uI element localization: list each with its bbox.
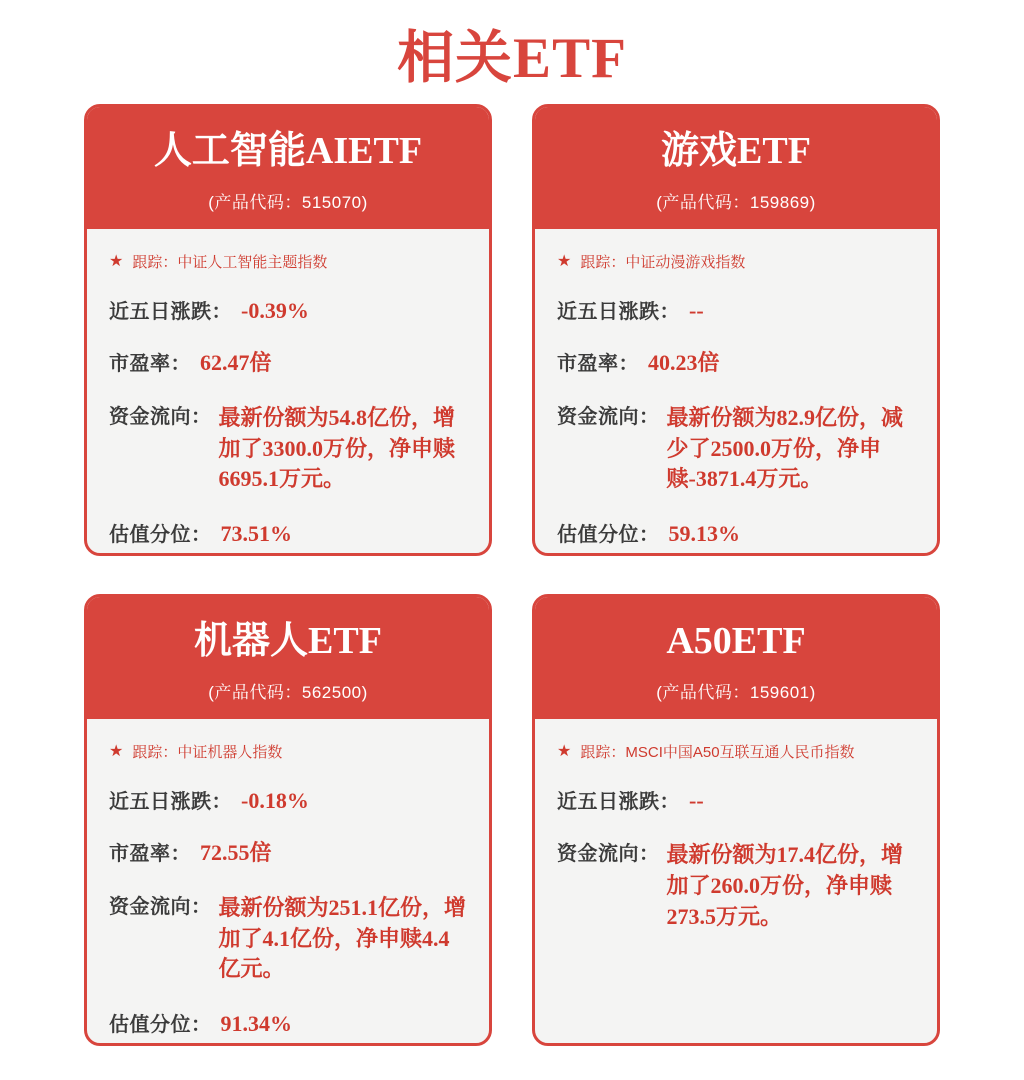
metric-label: 近五日涨跌： (109, 791, 232, 813)
metric-row-fund-flow (109, 403, 467, 495)
etf-card-grid (84, 104, 940, 1046)
star-icon: ★ (557, 252, 572, 270)
metric-row-fund-flow (557, 403, 915, 495)
metric-value: 91.34% (220, 1011, 292, 1037)
card-header (87, 597, 489, 719)
etf-card-a50 (532, 594, 940, 1046)
metric-label: 估值分位： (557, 524, 660, 547)
metric-value: -- (689, 298, 704, 323)
tracking-line (557, 741, 915, 762)
tracking-index-name: MSCI中国A50互联互通人民币指数 (625, 744, 855, 761)
metric-row-valuation (557, 521, 915, 547)
page-title: 相关ETF (397, 27, 627, 90)
metric-label: 资金流向： (557, 405, 660, 428)
metric-row-pe (109, 350, 467, 376)
metric-row-change (109, 788, 467, 814)
card-header (535, 107, 937, 229)
card-product-code: (产品代码：562500) (208, 682, 368, 702)
metric-label: 估值分位： (109, 1014, 212, 1037)
metric-row-valuation (109, 1011, 467, 1037)
card-body (87, 719, 489, 1038)
card-body (535, 719, 937, 933)
card-header (535, 597, 937, 719)
metric-label: 资金流向： (109, 405, 212, 428)
metric-label: 近五日涨跌： (557, 791, 680, 813)
tracking-label: 跟踪： (580, 254, 626, 271)
star-icon: ★ (109, 742, 124, 760)
card-body (87, 229, 489, 548)
tracking-line (109, 251, 467, 272)
metric-row-valuation (109, 521, 467, 547)
card-product-code: (产品代码：515070) (208, 192, 368, 212)
metric-row-change (557, 298, 915, 324)
metric-row-change (109, 298, 467, 324)
star-icon: ★ (109, 252, 124, 270)
metric-label: 近五日涨跌： (109, 301, 232, 323)
metric-value: 最新份额为17.4亿份，增加了260.0万份，净申赎273.5万元。 (666, 842, 904, 929)
tracking-label: 跟踪： (580, 744, 626, 761)
card-header (87, 107, 489, 229)
metric-row-pe (557, 350, 915, 376)
etf-card-game (532, 104, 940, 556)
metric-label: 市盈率： (109, 843, 191, 866)
metric-value: 59.13% (668, 521, 740, 547)
metric-label: 市盈率： (557, 353, 639, 376)
etf-card-robot (84, 594, 492, 1046)
metric-value: 62.47倍 (200, 350, 272, 376)
tracking-line (557, 251, 915, 272)
tracking-index-name: 中证动漫游戏指数 (625, 254, 746, 271)
metric-value: -- (689, 788, 704, 813)
metric-value: 73.51% (220, 521, 292, 547)
tracking-index-name: 中证人工智能主题指数 (177, 254, 328, 271)
tracking-label: 跟踪： (132, 744, 178, 761)
card-product-code: (产品代码：159601) (656, 682, 816, 702)
tracking-line (109, 741, 467, 762)
card-title: A50ETF (666, 620, 806, 662)
metric-label: 近五日涨跌： (557, 301, 680, 323)
card-title: 机器人ETF (194, 620, 382, 662)
card-title: 游戏ETF (661, 130, 811, 172)
metric-label: 资金流向： (557, 843, 660, 866)
metric-row-change (557, 788, 915, 814)
tracking-label: 跟踪： (132, 254, 178, 271)
metric-row-fund-flow (109, 893, 467, 985)
metric-value: 最新份额为54.8亿份，增加了3300.0万份，净申赎6695.1万元。 (218, 404, 456, 492)
metric-row-fund-flow (557, 840, 915, 932)
metric-value: 72.55倍 (200, 840, 272, 866)
metric-value: -0.18% (241, 788, 309, 813)
card-title: 人工智能AIETF (153, 130, 423, 172)
card-body (535, 229, 937, 548)
metric-value: 最新份额为82.9亿份，减少了2500.0万份，净申赎-3871.4万元。 (666, 404, 904, 492)
metric-label: 资金流向： (109, 895, 212, 918)
metric-value: 40.23倍 (648, 350, 720, 376)
metric-label: 估值分位： (109, 524, 212, 547)
metric-row-pe (109, 840, 467, 866)
etf-card-ai (84, 104, 492, 556)
metric-value: -0.39% (241, 298, 309, 323)
metric-value: 最新份额为251.1亿份，增加了4.1亿份，净申赎4.4亿元。 (218, 894, 467, 982)
card-product-code: (产品代码：159869) (656, 192, 816, 212)
star-icon: ★ (557, 742, 572, 760)
metric-label: 市盈率： (109, 353, 191, 376)
tracking-index-name: 中证机器人指数 (177, 744, 283, 761)
